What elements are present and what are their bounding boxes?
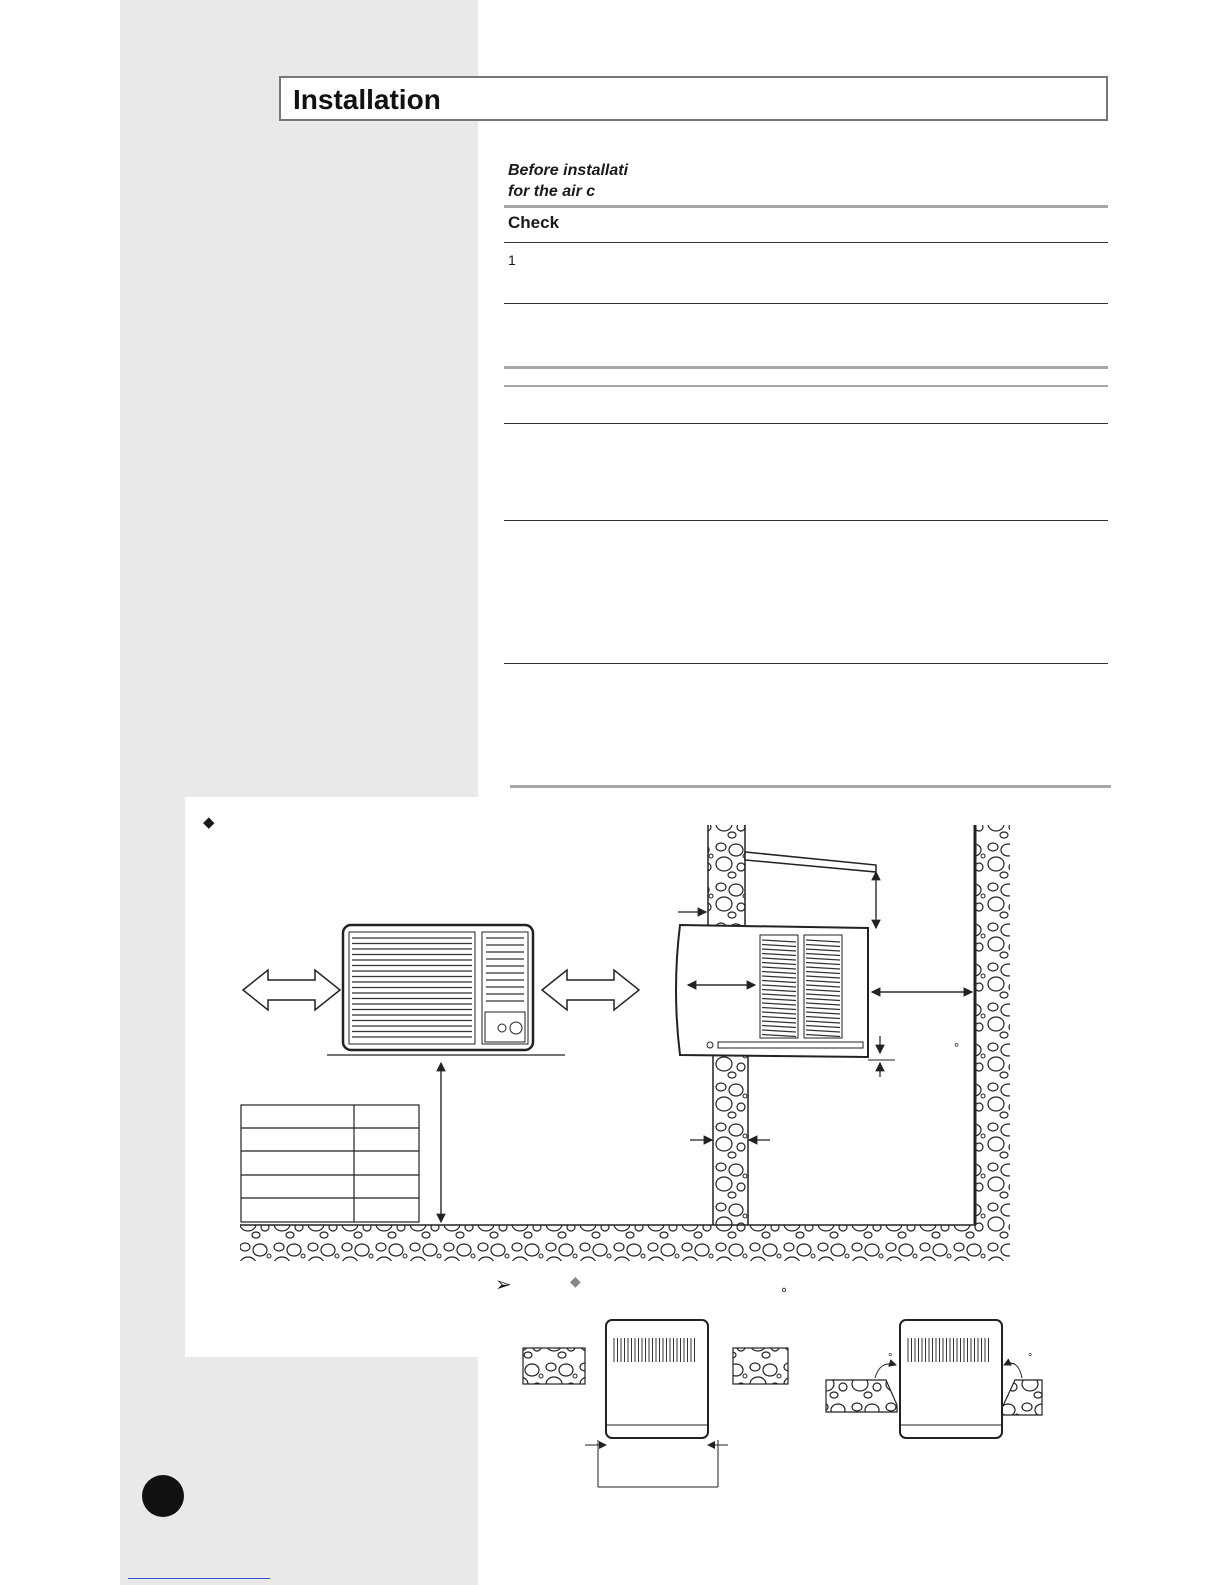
degree-mark-1: °: [954, 1040, 960, 1055]
right-wall: [975, 825, 1010, 1225]
clearance-arrow-right: [542, 970, 639, 1010]
footer-link-underline: [128, 1578, 270, 1579]
opening-wall-left-b: [826, 1380, 897, 1412]
height-table: [241, 1105, 419, 1222]
awning: [745, 852, 876, 872]
degree-mark-2: °: [781, 1285, 787, 1302]
check-heading: Check: [508, 213, 560, 232]
opening-wall-left-a: [523, 1348, 585, 1384]
page-title: Installation: [293, 84, 441, 115]
check-item-number: 1: [508, 252, 516, 268]
window-wall-lower: [713, 1055, 748, 1225]
page-number-circle: [142, 1475, 184, 1517]
unit-top-view-b: [900, 1320, 1002, 1438]
note-arrow-icon: ➢: [495, 1274, 512, 1296]
intro-line-2: for the air c: [508, 183, 596, 200]
opening-wall-right-b: [1002, 1380, 1042, 1415]
degree-mark-4: °: [1028, 1352, 1033, 1364]
clearance-arrow-left: [243, 970, 340, 1010]
intro-line-1: Before installati: [508, 162, 629, 179]
ground-pebbles: [240, 1225, 1010, 1261]
note-bullet: ◆: [570, 1273, 581, 1289]
degree-mark-3: °: [888, 1352, 893, 1364]
window-wall-upper: [708, 825, 745, 925]
opening-wall-right-a: [733, 1348, 788, 1384]
figure-bullet: ◆: [203, 814, 215, 831]
unit-top-view-a: [606, 1320, 708, 1438]
